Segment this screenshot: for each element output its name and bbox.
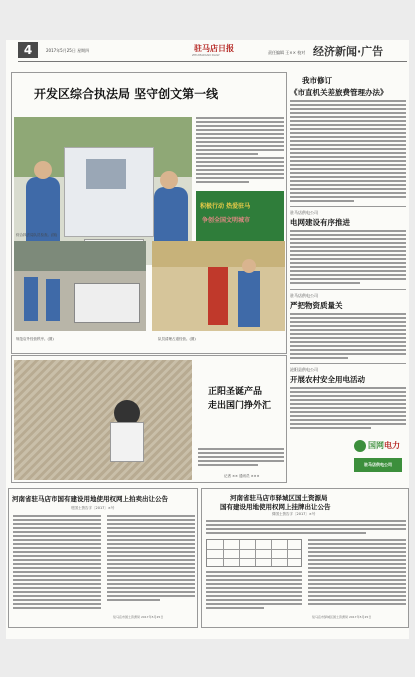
article1-title: 电网建设有序推进 [290, 218, 350, 227]
photo-caption-2: 规范店外经营秩序。(图) [16, 337, 54, 341]
left-notice-text-1 [13, 515, 101, 611]
article2-title: 严把物资质量关 [290, 301, 343, 310]
lower-feature-article [11, 355, 287, 483]
section-title: 经济新闻·广告 [313, 45, 384, 58]
power-logo-icon [354, 440, 366, 452]
photo-caption-3: 队员清理占道经营。(图) [158, 337, 196, 341]
land-auction-notice-left [8, 488, 198, 628]
land-listing-notice-right [201, 488, 409, 628]
right-notice-title-1: 河南省驻马店市驿城区国土资源局 [230, 494, 328, 502]
right-notice-title-2: 国有建设用地使用权网上挂牌出让公告 [220, 503, 331, 511]
lower-title-line2: 走出国门挣外汇 [208, 401, 272, 411]
left-notice-title: 河南省驻马店市国有建设用地使用权网上拍卖出让公告 [12, 495, 168, 503]
article3-text [290, 387, 406, 431]
photo-caption-1: 综合执法局队员检查。(图) [16, 233, 58, 237]
sidebar-top-title: 《市直机关差旅费管理办法》 [290, 88, 388, 97]
right-notice-text-3 [308, 539, 406, 607]
lower-byline: 记者 ×× 通讯员 ××× [224, 474, 260, 478]
left-notice-text-2 [107, 515, 195, 603]
left-notice-footer: 驻马店市国土资源局 2017年5月25日 [113, 615, 164, 619]
sidebar-divider [290, 363, 406, 364]
lower-title-line1: 正阳圣诞产品 [208, 387, 263, 397]
power-logo-sub: 驻马店供电公司 [354, 458, 402, 472]
photo-christmas-products [14, 360, 192, 480]
sidebar-top-text [290, 100, 406, 204]
right-notice-footer: 驻马店市驿城区国土资源局 2017年5月25日 [312, 615, 372, 619]
article3-title: 开展农村安全用电活动 [290, 375, 365, 384]
editor-credits: 责任编辑 王×× 校对 [268, 50, 306, 55]
sidebar-top-label: 我市修订 [302, 76, 332, 85]
power-brand-power: 电力 [384, 441, 400, 450]
page-number: 4 [18, 42, 38, 58]
newspaper-logo-sub: ZHUMADIAN DAILY [192, 53, 220, 57]
article1-text [290, 230, 406, 286]
article3-label: 泌阳县供电公司 [290, 367, 318, 372]
right-notice-text-1 [206, 520, 406, 536]
article2-label: 驻马店供电公司 [290, 293, 318, 298]
issue-date: 2017年5月25日 星期四 [46, 48, 90, 53]
feature-headline: 开发区综合执法局 坚守创文第一线 [34, 87, 219, 101]
banner-text-1: 积极行动 热爱驻马 [200, 203, 251, 210]
land-parcel-table [206, 539, 302, 567]
lower-body-text [198, 448, 284, 468]
newspaper-logo: 驻马店日报 [194, 43, 234, 53]
power-company-logo [352, 438, 406, 478]
article2-text [290, 313, 406, 361]
header-rule [18, 61, 407, 62]
right-notice-text-2 [206, 571, 302, 611]
right-notice-number: 驿国土资告字〔2017〕×号 [272, 512, 316, 516]
sidebar-divider [290, 289, 406, 290]
article1-label: 驻马店供电公司 [290, 210, 318, 215]
power-brand: 国网 [368, 441, 384, 450]
sidebar-divider [290, 206, 406, 207]
page-header [6, 40, 409, 62]
banner-text-2: 争创全国文明城市 [202, 217, 251, 224]
left-notice-number: 驻国土资告字〔2017〕×号 [71, 506, 115, 510]
photo-civic-banner [196, 191, 284, 241]
feature-body-text [196, 117, 284, 185]
feature-article [11, 72, 287, 354]
photo-officer-shop [152, 241, 285, 331]
photo-street-vendors [14, 241, 146, 331]
